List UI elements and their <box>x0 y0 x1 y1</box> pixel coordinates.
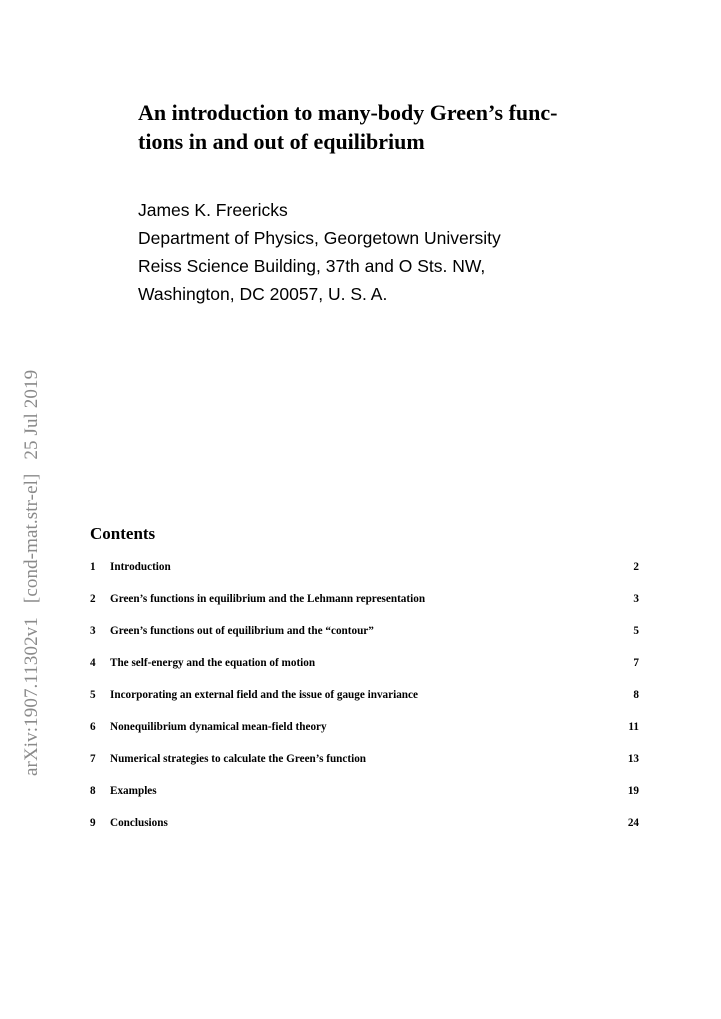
toc-entry-title: Introduction <box>110 561 171 573</box>
toc-entry-title: Numerical strategies to calculate the Green’s function <box>110 753 367 765</box>
toc-entry-title: Incorporating an external field and the issue of gauge invariance <box>110 689 418 701</box>
toc-entry-page: 7 <box>633 657 639 669</box>
toc-entry-number: 1 <box>90 561 96 573</box>
toc-entry-title: Examples <box>110 785 157 797</box>
toc-entry-number: 7 <box>90 753 96 765</box>
toc-entry[interactable] <box>90 815 639 847</box>
toc-entry-page: 24 <box>627 817 639 829</box>
affiliation-line-2: Reiss Science Building, 37th and O Sts. NW, <box>138 256 486 276</box>
toc-entry-page: 13 <box>627 753 639 765</box>
toc-entry-number: 9 <box>90 817 96 829</box>
author-name: James K. Freericks <box>138 200 288 220</box>
toc-entry[interactable] <box>90 655 639 687</box>
toc-entry-number: 6 <box>90 721 96 733</box>
toc-entry-title: The self-energy and the equation of motion <box>110 657 316 669</box>
affiliation-line-3: Washington, DC 20057, U. S. A. <box>138 284 388 304</box>
arxiv-date: 25 Jul 2019 <box>21 369 42 460</box>
toc-entry-number: 5 <box>90 689 96 701</box>
toc-entry[interactable] <box>90 591 639 623</box>
arxiv-id: arXiv:1907.11302v1 <box>21 617 42 776</box>
toc-entry-number: 3 <box>90 625 96 637</box>
toc-entry[interactable] <box>90 783 639 815</box>
paper-title-line-1: An introduction to many-body Green’s func- <box>138 100 558 125</box>
toc-entry-number: 4 <box>90 657 96 669</box>
toc-entry-title: Green’s functions out of equilibrium and the “contour” <box>110 625 374 637</box>
toc-entry-number: 8 <box>90 785 96 797</box>
toc-entry[interactable] <box>90 559 639 591</box>
toc-entry-page: 19 <box>627 785 639 797</box>
toc-entry[interactable] <box>90 623 639 655</box>
arxiv-category: [cond-mat.str-el] <box>21 473 42 604</box>
author-block <box>138 196 501 308</box>
toc-entry-title: Nonequilibrium dynamical mean-field theory <box>110 721 327 733</box>
paper-title <box>138 98 658 156</box>
arxiv-stamp <box>21 370 43 776</box>
toc-entry-number: 2 <box>90 593 96 605</box>
toc-entry-page: 3 <box>633 593 639 605</box>
toc-entry-title: Green’s functions in equilibrium and the Lehmann representation <box>110 593 426 605</box>
toc-entry-title: Conclusions <box>110 817 168 829</box>
affiliation-line-1: Department of Physics, Georgetown University <box>138 228 501 248</box>
table-of-contents <box>90 559 639 847</box>
toc-entry-page: 11 <box>628 721 639 733</box>
toc-entry-page: 8 <box>633 689 639 701</box>
contents-heading: Contents <box>90 524 156 543</box>
toc-entry-page: 2 <box>633 561 639 573</box>
toc-entry[interactable] <box>90 719 639 751</box>
toc-entry-page: 5 <box>633 625 639 637</box>
paper-title-line-2: tions in and out of equilibrium <box>138 129 425 154</box>
toc-entry[interactable] <box>90 687 639 719</box>
toc-entry[interactable] <box>90 751 639 783</box>
